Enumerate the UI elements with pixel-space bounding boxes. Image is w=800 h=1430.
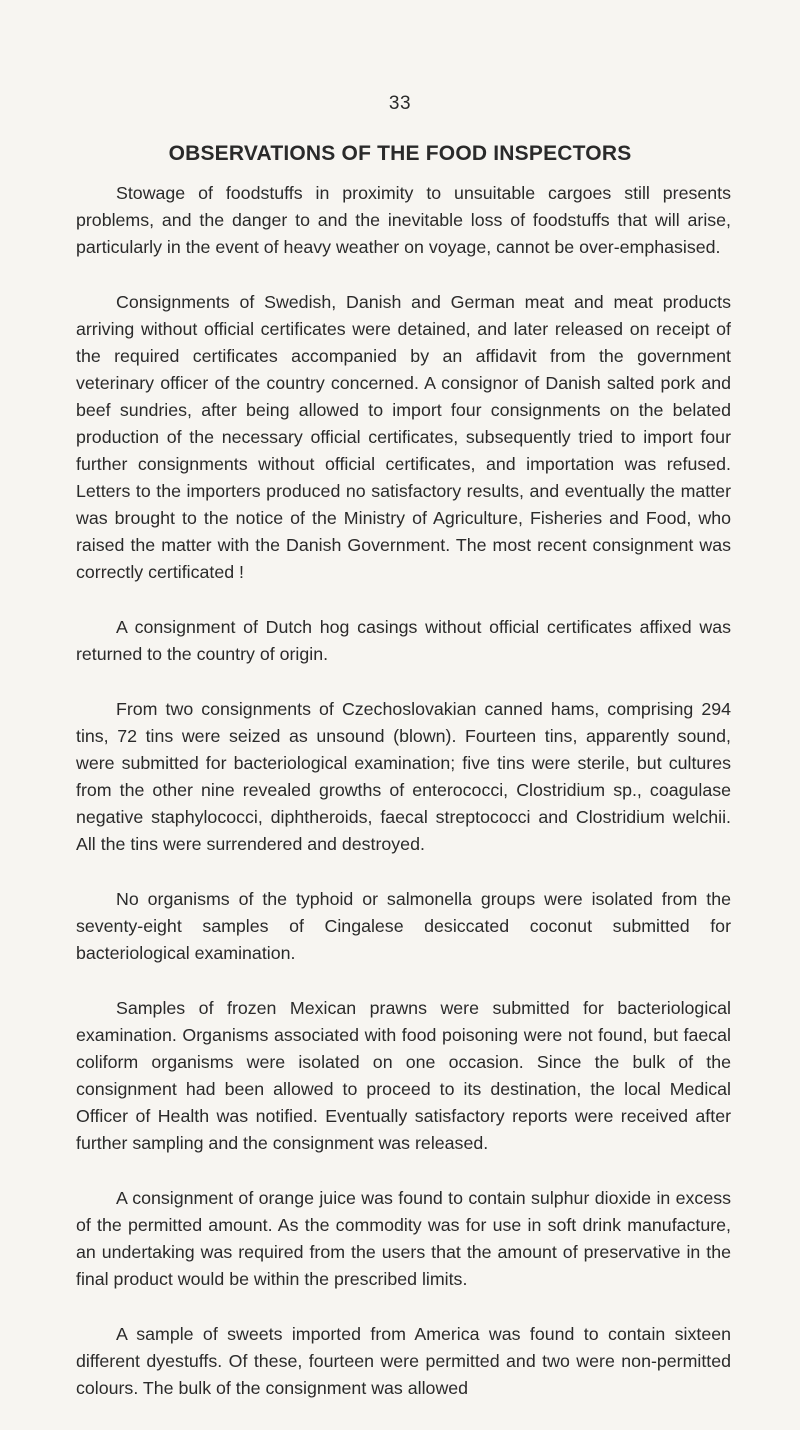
paragraph-orange-juice: A consignment of orange juice was found to contain sulphur dioxide in excess of the permitted amount. As the commodity was for use in soft drink manufacture, an undertaking was required from the users that the amount of preservative in the final product would be within the prescribed limits. — [76, 1188, 731, 1289]
paragraph-meat-consignments: Consignments of Swedish, Danish and German meat and meat products arriving without official certificates were detained, and later released on receipt of the required certificates accompanied by an affidavit from the government veterinary officer of the country concerned. A consignor of Danish salted pork and beef sundries, after being allowed to import four consignments on the belated production of the necessary official certificates, subsequently tried to import four further consignments without official certificates, and importation was refused. Letters to the importers produced no satisfactory results, and eventually the matter was brought to the notice of the Ministry of Agriculture, Fisheries and Food, who raised the matter with the Danish Government. The most recent consignment was correctly certificated ! — [76, 292, 731, 582]
paragraph-mexican-prawns: Samples of frozen Mexican prawns were submitted for bacteriological examination. Organisms associated with food poisoning were not found, but faecal coliform organisms were isolated on one occasion. Since the bulk of the consignment had been allowed to proceed to its destination, the local Medical Officer of Health was notified. Eventually satisfactory reports were received after further sampling and the consignment was released. — [76, 998, 731, 1153]
paragraph-desiccated-coconut: No organisms of the typhoid or salmonella groups were isolated from the seventy-eight samples of Cingalese desiccated coconut submitted for bacteriological examination. — [76, 889, 731, 963]
page-title: OBSERVATIONS OF THE FOOD INSPECTORS — [168, 142, 632, 165]
paragraph-canned-hams: From two consignments of Czechoslovakian canned hams, comprising 294 tins, 72 tins were seized as unsound (blown). Fourteen tins, apparently sound, were submitted for bacteriological examination; five tins were sterile, but cultures from the other nine revealed growths of enterococci, Clostridium sp., coagulase negative staphylococci, diphtheroids, faecal streptococci and Clostridium welchii. All the tins were surrendered and destroyed. — [76, 699, 731, 854]
paragraph-sweets: A sample of sweets imported from America was found to contain sixteen different dyestuffs. Of these, fourteen were permitted and two were non-permitted colours. The bulk of the consignment was allowed — [76, 1324, 731, 1398]
page-number: 33 — [388, 93, 412, 114]
body-text — [76, 180, 731, 1430]
paragraph-stowage: Stowage of foodstuffs in proximity to unsuitable cargoes still presents problems, and the danger to and the inevitable loss of foodstuffs that will arise, particularly in the event of heavy weather on voyage, cannot be over-emphasised. — [76, 183, 731, 257]
paragraph-dutch-hog-casings: A consignment of Dutch hog casings without official certificates affixed was returned to the country of origin. — [76, 617, 731, 664]
